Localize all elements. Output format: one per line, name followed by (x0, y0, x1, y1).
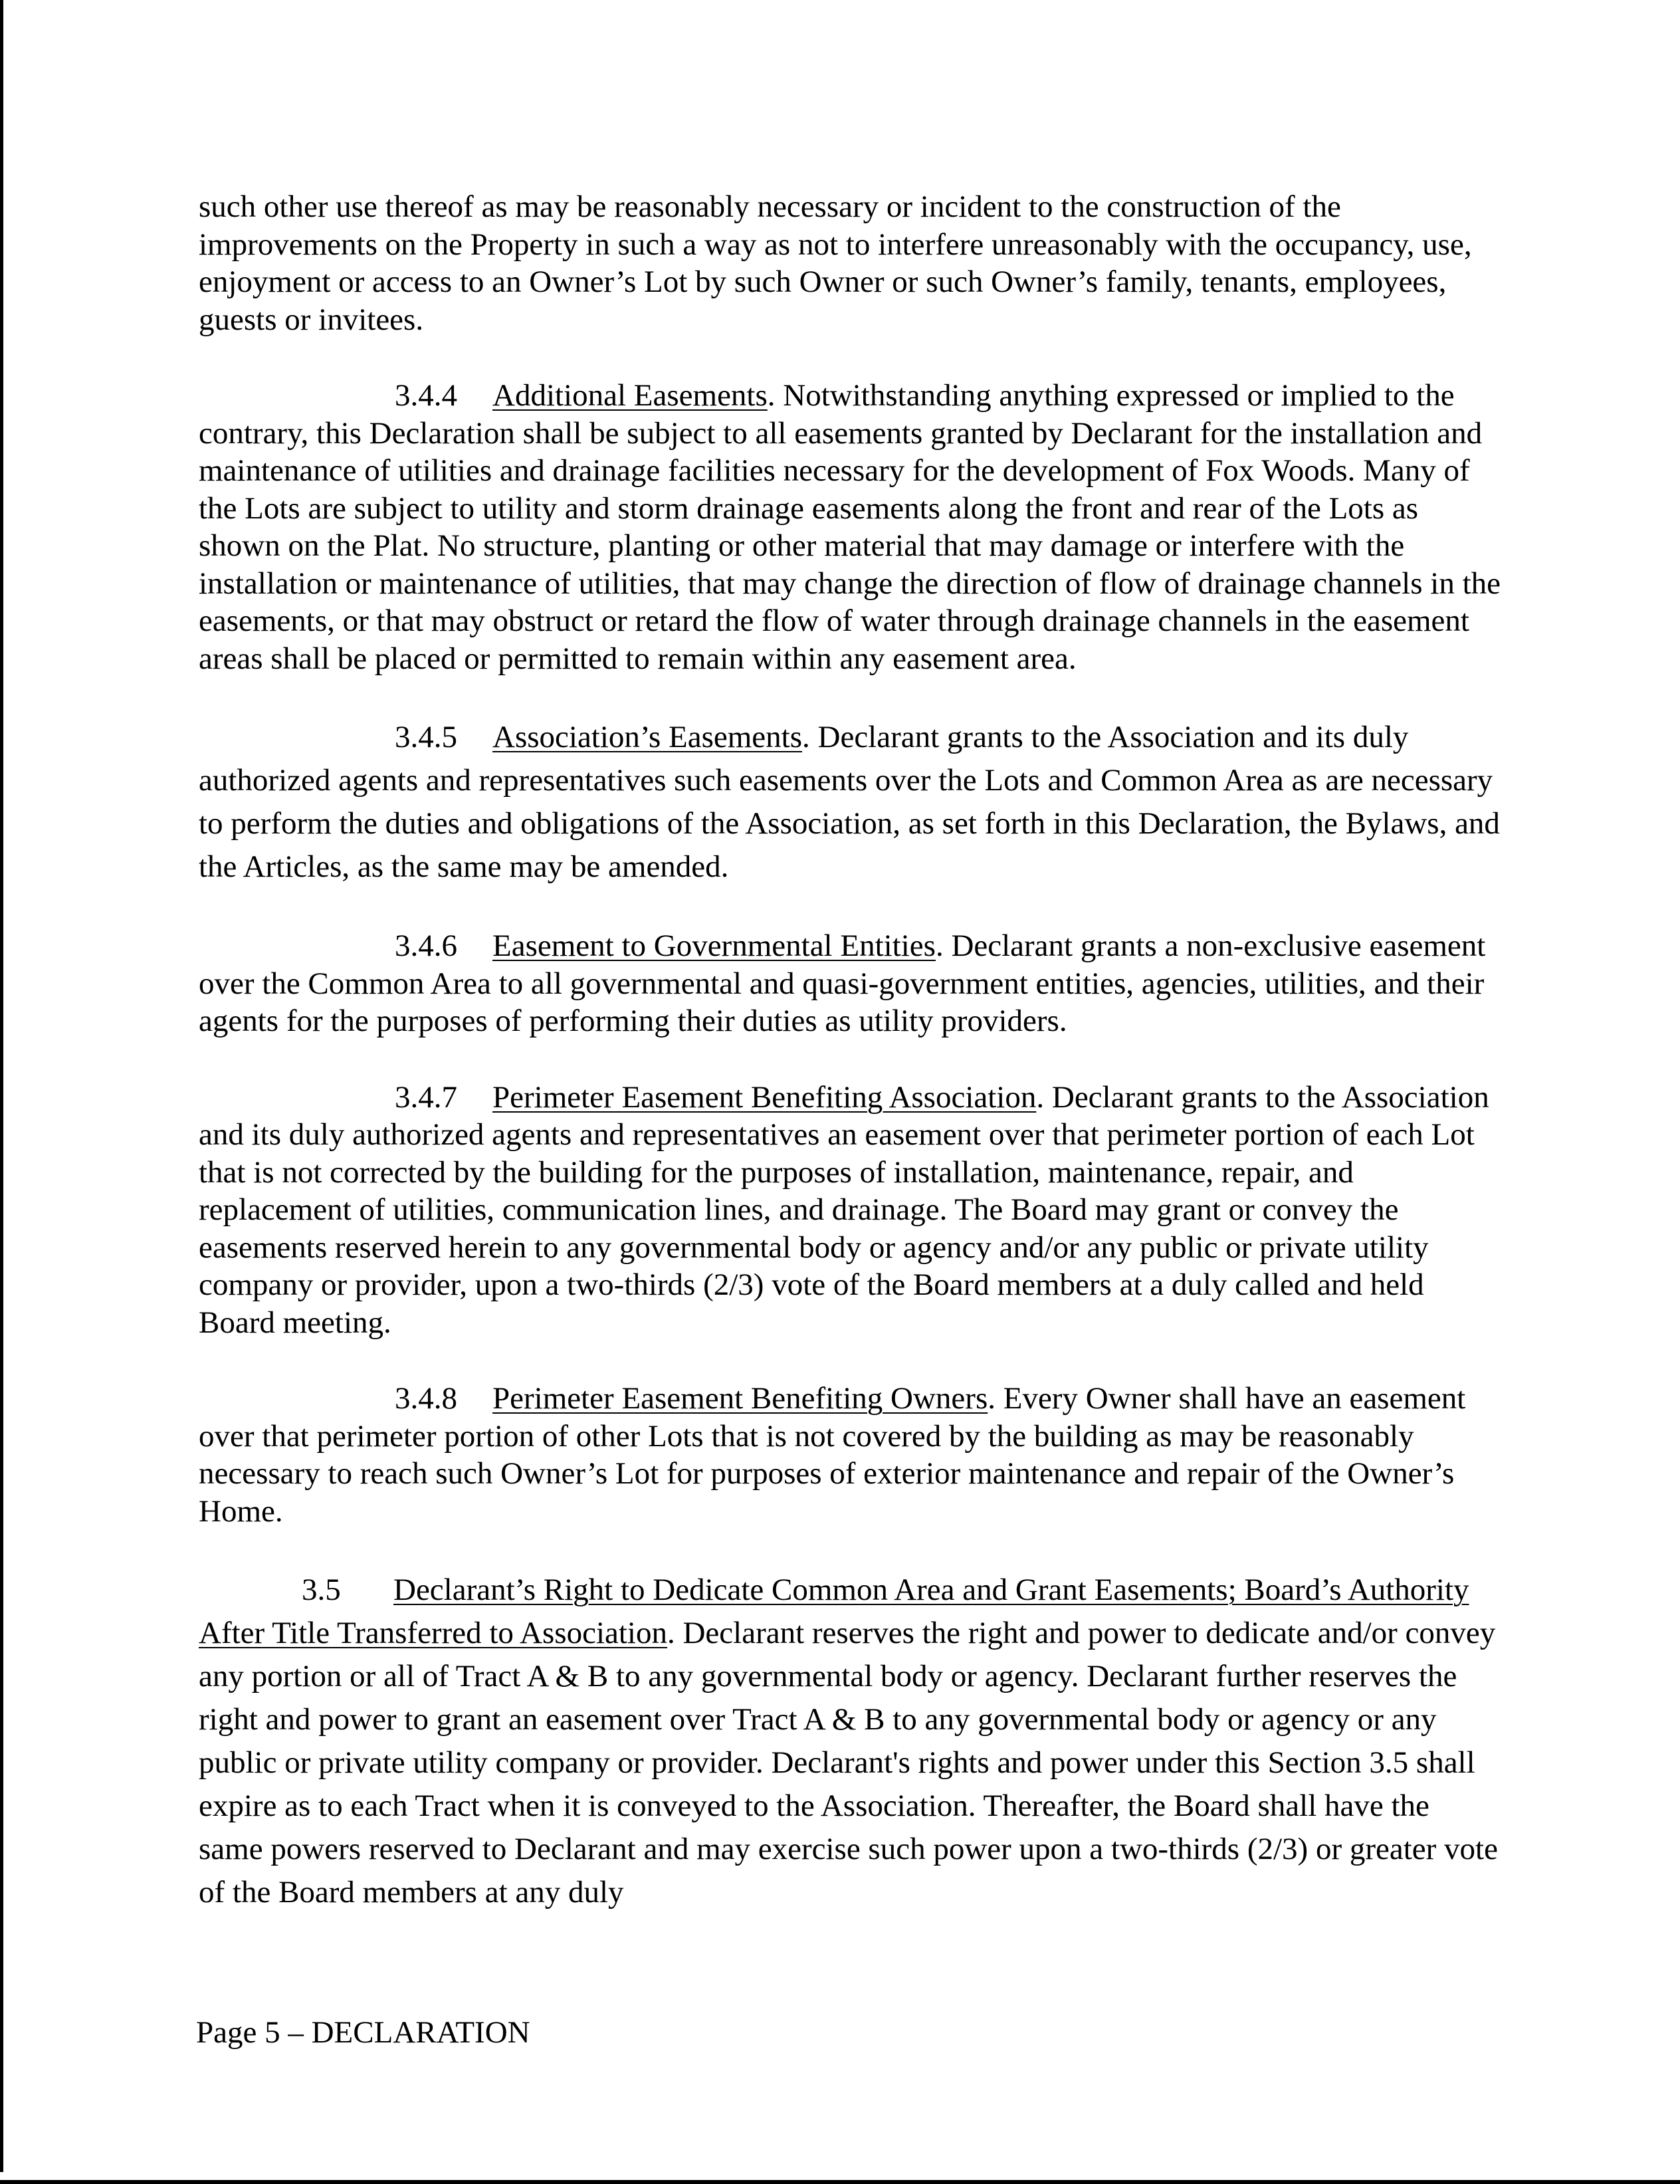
section-heading: Easement to Governmental Entities (492, 928, 936, 963)
section-heading: Perimeter Easement Benefiting Association (492, 1079, 1037, 1115)
section-heading: Declarant’s Right to Dedicate Common Area and Grant Easements; Board’s Authority After Title Transferred to Association (199, 1573, 1469, 1650)
section-3-5 (199, 1569, 1501, 1914)
section-body: . Every Owner shall have an easement over that perimeter portion of other Lots that is not covered by the building as may be reasonably necessary to reach such Owner’s Lot for purposes of exterior maintenance and repair of the Owner’s Home. (199, 1381, 1466, 1529)
section-3-4-6 (199, 927, 1501, 1040)
section-number: 3.4.4 (395, 378, 457, 413)
section-number: 3.4.6 (395, 928, 457, 963)
section-number: 3.4.8 (395, 1381, 457, 1416)
section-body: . Declarant reserves the right and power to dedicate and/or convey any portion or all of Tract A & B to any governmental body or agency. Declarant further reserves the right and power to grant an easement over Tract A & B to any governmental body or agency or any public or private utility company or provider. Declarant's rights and power under this Section 3.5 shall expire as to each Tract when it is conveyed to the Association. Thereafter, the Board shall have the same powers reserved to Declarant and may exercise such power upon a two-thirds (2/3) or greater vote of the Board members at any duly (199, 1616, 1498, 1910)
section-3-4-4 (199, 377, 1501, 677)
section-number: 3.4.7 (395, 1079, 457, 1115)
page-footer: Page 5 – DECLARATION (196, 2015, 530, 2050)
section-body: . Declarant grants to the Association and its duly authorized agents and representatives an easement over that perimeter portion of each Lot that is not corrected by the building for the purposes of installation, maintenance, repair, and replacement of utilities, communication lines, and drainage. The Board may grant or convey the easements reserved herein to any governmental body or agency and/or any public or private utility company or provider, upon a two-thirds (2/3) vote of the Board members at a duly called and held Board meeting. (199, 1079, 1489, 1340)
scan-edge-left (0, 0, 3, 2172)
section-3-4-7 (199, 1079, 1501, 1342)
section-body: . Declarant grants to the Association and its duly authorized agents and representatives such easements over the Lots and Common Area as are necessary to perform the duties and obligations of the Association, as set forth in this Declaration, the Bylaws, and the Articles, as the same may be amended. (199, 720, 1500, 884)
section-3-4-8 (199, 1380, 1501, 1530)
section-heading: Association’s Easements (492, 720, 803, 754)
section-number: 3.4.5 (395, 720, 457, 754)
document-body (199, 188, 1501, 1953)
section-heading: Additional Easements (492, 378, 768, 413)
section-body: . Declarant grants a non-exclusive easement over the Common Area to all governmental and quasi-government entities, agencies, utilities, and their agents for the purposes of performing their duties as utility providers. (199, 928, 1486, 1038)
section-number: 3.5 (302, 1573, 341, 1607)
intro-paragraph: such other use thereof as may be reasonably necessary or incident to the construction of the improvements on the Property in such a way as not to interfere unreasonably with the occupancy, use, enjoyment or access to an Owner’s Lot by such Owner or such Owner’s family, tenants, employees, guests or invitees. (199, 189, 1472, 337)
section-3-4-5 (199, 716, 1501, 889)
section-heading: Perimeter Easement Benefiting Owners (492, 1381, 988, 1416)
scan-edge-bottom (0, 2180, 1680, 2184)
section-body: . Notwithstanding anything expressed or implied to the contrary, this Declaration shall be subject to all easements granted by Declarant for the installation and maintenance of utilities and drainage facilities necessary for the development of Fox Woods. Many of the Lots are subject to utility and storm drainage easements along the front and rear of the Lots as shown on the Plat. No structure, planting or other material that may damage or interfere with the installation or maintenance of utilities, that may change the direction of flow of drainage channels in the easements, or that may obstruct or retard the flow of water through drainage channels in the easement areas shall be placed or permitted to remain within any easement area. (199, 378, 1501, 676)
